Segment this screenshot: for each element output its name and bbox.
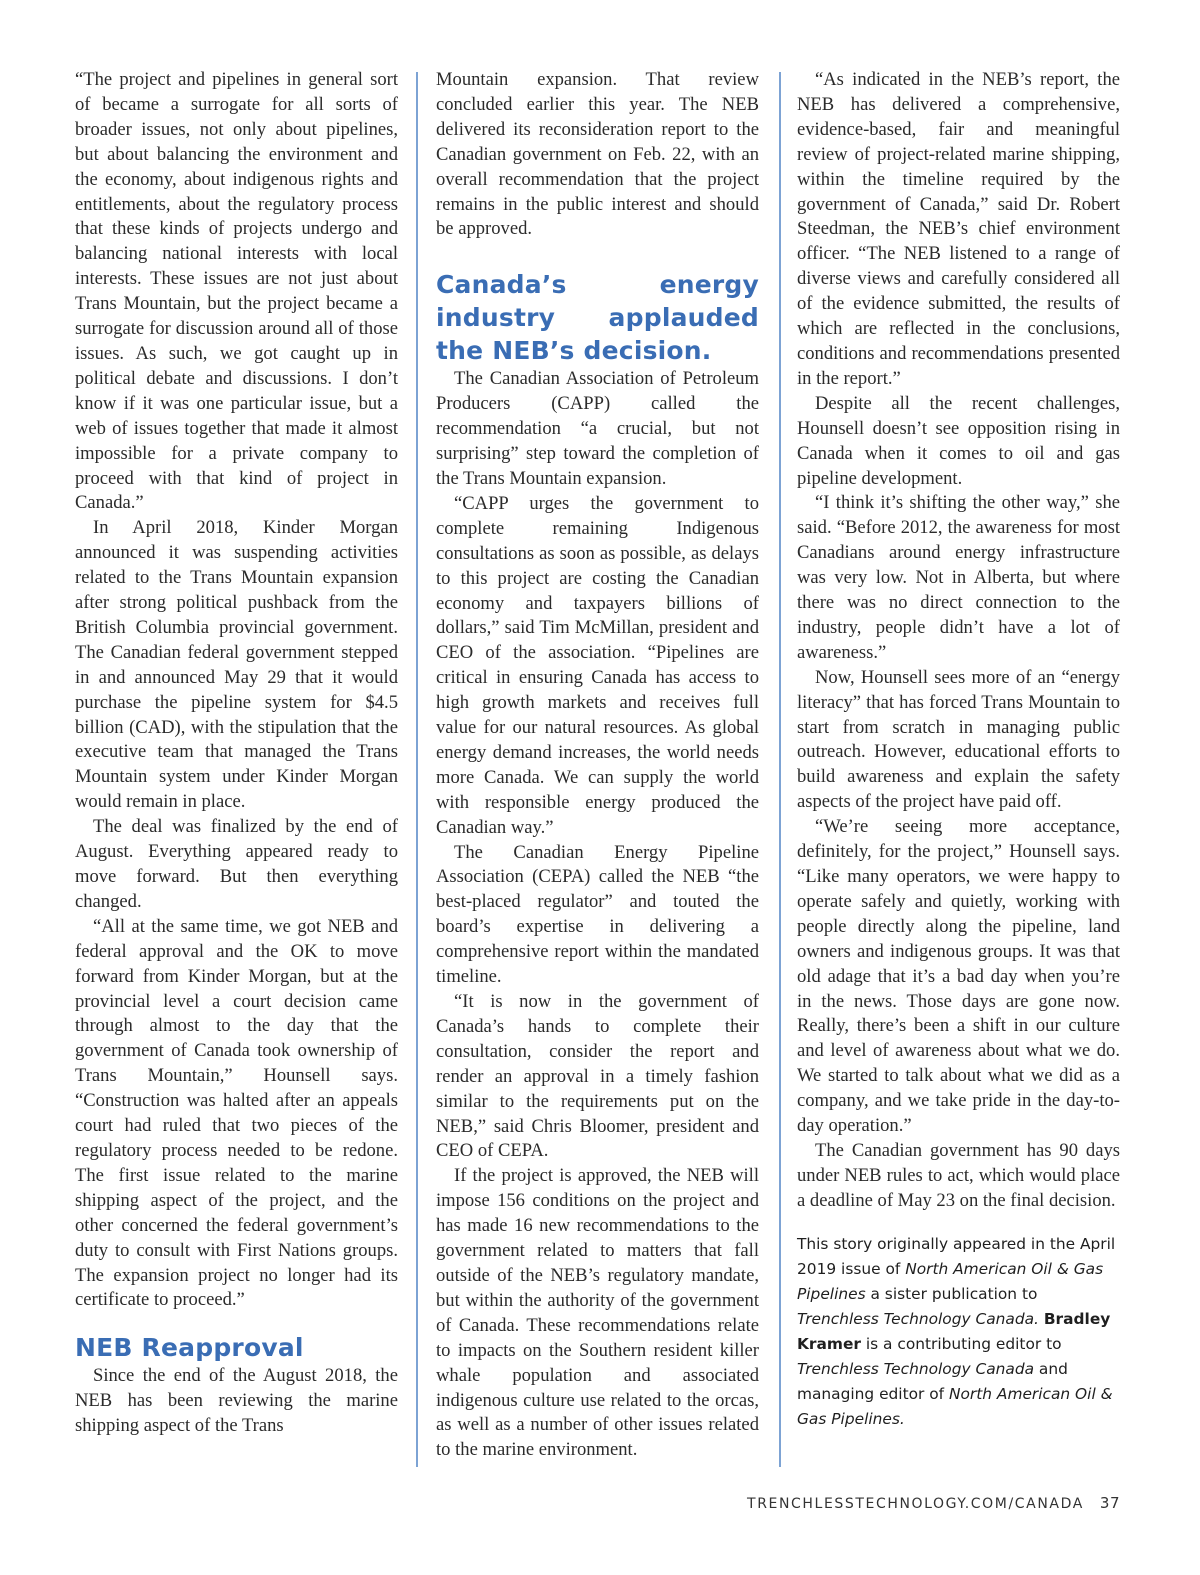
paragraph: “CAPP urges the government to complete remaining Indigenous consultations as soon as possible, as delays to this project are costing the Canadian economy and taxpayers billions of dollars,” said Tim McMillan, president and CEO of the association. “Pipelines are critical in ensuring Canada has access to high growth markets and receives full value for our natural resources. As global energy demand increases, the world needs more Canada. We can supply the world with responsible energy produced the Canadian way.” — [436, 492, 759, 838]
paragraph: “It is now in the government of Canada’s hands to complete their consultation, consider the report and render an approval in a timely fashion similar to the requirements put on the NEB,” said Chris Bloomer, president and CEO of CEPA. — [436, 991, 759, 1162]
paragraph: If the project is approved, the NEB will impose 156 conditions on the project and has made 16 new recommendations to the government related to matters that fall outside of the NEB’s regulatory mandate, but within the authority of the government of Canada. These recommendations relate to impacts on the Southern resident killer whale population and associated indigenous culture use related to the orcas, as well as a number of other issues related to the marine environment. — [436, 1165, 759, 1461]
page-number: 37 — [1099, 1494, 1120, 1512]
paragraph: Mountain expansion. That review concluded earlier this year. The NEB delivered its reconsideration report to the Canadian government on Feb. 22, with an overall recommendation that the project remains in the public interest and should be approved. — [436, 69, 759, 240]
article-column-3 — [797, 68, 1120, 1432]
author-name: Bradley Kramer — [797, 1309, 1111, 1353]
article-column-2 — [436, 68, 759, 1463]
author-bio — [797, 1232, 1120, 1432]
paragraph: “The project and pipelines in general sort of became a surrogate for all sorts of broader issues, not only about pipelines, but about balancing the environment and the economy, about indigenous rights and entitlements, about the regulatory process that these kinds of projects undergo and balancing national interests with local interests. These issues are not just about Trans Mountain, but the project became a surrogate for discussion around all of those issues. As such, we got caught up in political debate and discussions. I don’t know if it was one particular issue, but a web of issues together that made it almost impossible for a private company to proceed with that kind of project in Canada.” — [75, 69, 398, 514]
column-rule-left — [416, 72, 418, 1467]
paragraph: In April 2018, Kinder Morgan announced it was suspending activities related to the Trans Mountain expansion after strong political pushback from the British Columbia provincial government. The Canadian federal government stepped in and announced May 29 that it would purchase the pipeline system for $4.5 billion (CAD), with the stipulation that the executive team that managed the Trans Mountain system under Kinder Morgan would remain in place. — [75, 517, 398, 813]
bio-text: is a contributing editor to — [860, 1334, 1062, 1353]
publication-name: Trenchless Technology Canada — [797, 1359, 1035, 1378]
paragraph: “We’re seeing more acceptance, definitely, for the project,” Hounsell says. “Like many operators, we were happy to operate safely and quietly, working with people directly along the pipeline, land owners and indigenous groups. It was that old adage that it’s a bad day when you’re in the news. Those days are gone now. Really, there’s been a shift in our culture and level of awareness about what we do. We started to talk about what we did as a company, and we take pride in the day-to-day operation.” — [797, 816, 1120, 1137]
paragraph: “As indicated in the NEB’s report, the NEB has delivered a comprehensive, evidence-based, fair and meaningful review of project-related marine shipping, within the timeline required by the government of Canada,” said Dr. Robert Steedman, the NEB’s chief environment officer. “The NEB listened to a range of diverse views and carefully considered all of the evidence submitted, the results of which are reflected in the conclusions, conditions and recommendations presented in the report.” — [797, 69, 1120, 389]
bio-text: and managing editor of — [797, 1359, 1068, 1403]
paragraph: Despite all the recent challenges, Hounsell doesn’t see opposition rising in Canada when it comes to oil and gas pipeline development. — [797, 392, 1120, 489]
paragraph: “I think it’s shifting the other way,” she said. “Before 2012, the awareness for most Canadians around energy infrastructure was very low. Not in Alberta, but where there was no direct connection to the industry, people didn’t have a lot of awareness.” — [797, 492, 1120, 663]
publication-name: North American Oil & Gas Pipelines. — [797, 1384, 1113, 1428]
column-rule-right — [779, 72, 781, 1467]
paragraph: Now, Hounsell sees more of an “energy literacy” that has forced Trans Mountain to start from scratch in managing public outreach. However, educational efforts to build awareness and explain the safety aspects of the project have paid off. — [797, 666, 1120, 813]
publication-name: Trenchless Technology Canada. — [797, 1309, 1039, 1328]
paragraph: The Canadian Association of Petroleum Producers (CAPP) called the recommendation “a crucial, but not surprising” step toward the completion of the Trans Mountain expansion. — [436, 368, 759, 489]
paragraph: The deal was finalized by the end of August. Everything appeared ready to move forward. But then everything changed. — [75, 816, 398, 912]
bio-text: a sister publication to — [865, 1284, 1038, 1303]
page-footer — [747, 1494, 1120, 1512]
paragraph: The Canadian government has 90 days under NEB rules to act, which would place a deadline of May 23 on the final decision. — [797, 1139, 1120, 1211]
bio-text: This story originally appeared in the April 2019 issue of — [797, 1234, 1116, 1278]
paragraph: “All at the same time, we got NEB and federal approval and the OK to move forward from Kinder Morgan, but at the provincial level a court decision came through almost to the day that the government of Canada took ownership of Trans Mountain,” Hounsell says. “Construction was halted after an appeals court had ruled that two pieces of the regulatory process needed to be redone. The first issue related to the marine shipping aspect of the project, and the other concerned the federal government’s duty to consult with First Nations groups. The expansion project no longer had its certificate to proceed.” — [75, 915, 398, 1311]
footer-site-url: TRENCHLESSTECHNOLOGY.COM/CANADA — [747, 1496, 1084, 1512]
paragraph: The Canadian Energy Pipeline Association (CEPA) called the NEB “the best-placed regulator” and touted the board’s expertise in delivering a comprehensive report within the mandated timeline. — [436, 841, 759, 988]
subheading-neb-reapproval: NEB Reapproval — [75, 1333, 304, 1363]
article-column-1 — [75, 68, 398, 1439]
subheading-energy-industry: Canada’s energy industry applauded the NEB’s decision. — [436, 270, 759, 366]
paragraph: Since the end of the August 2018, the NEB has been reviewing the marine shipping aspect of the Trans — [75, 1365, 398, 1437]
publication-name: North American Oil & Gas Pipelines — [797, 1259, 1104, 1303]
